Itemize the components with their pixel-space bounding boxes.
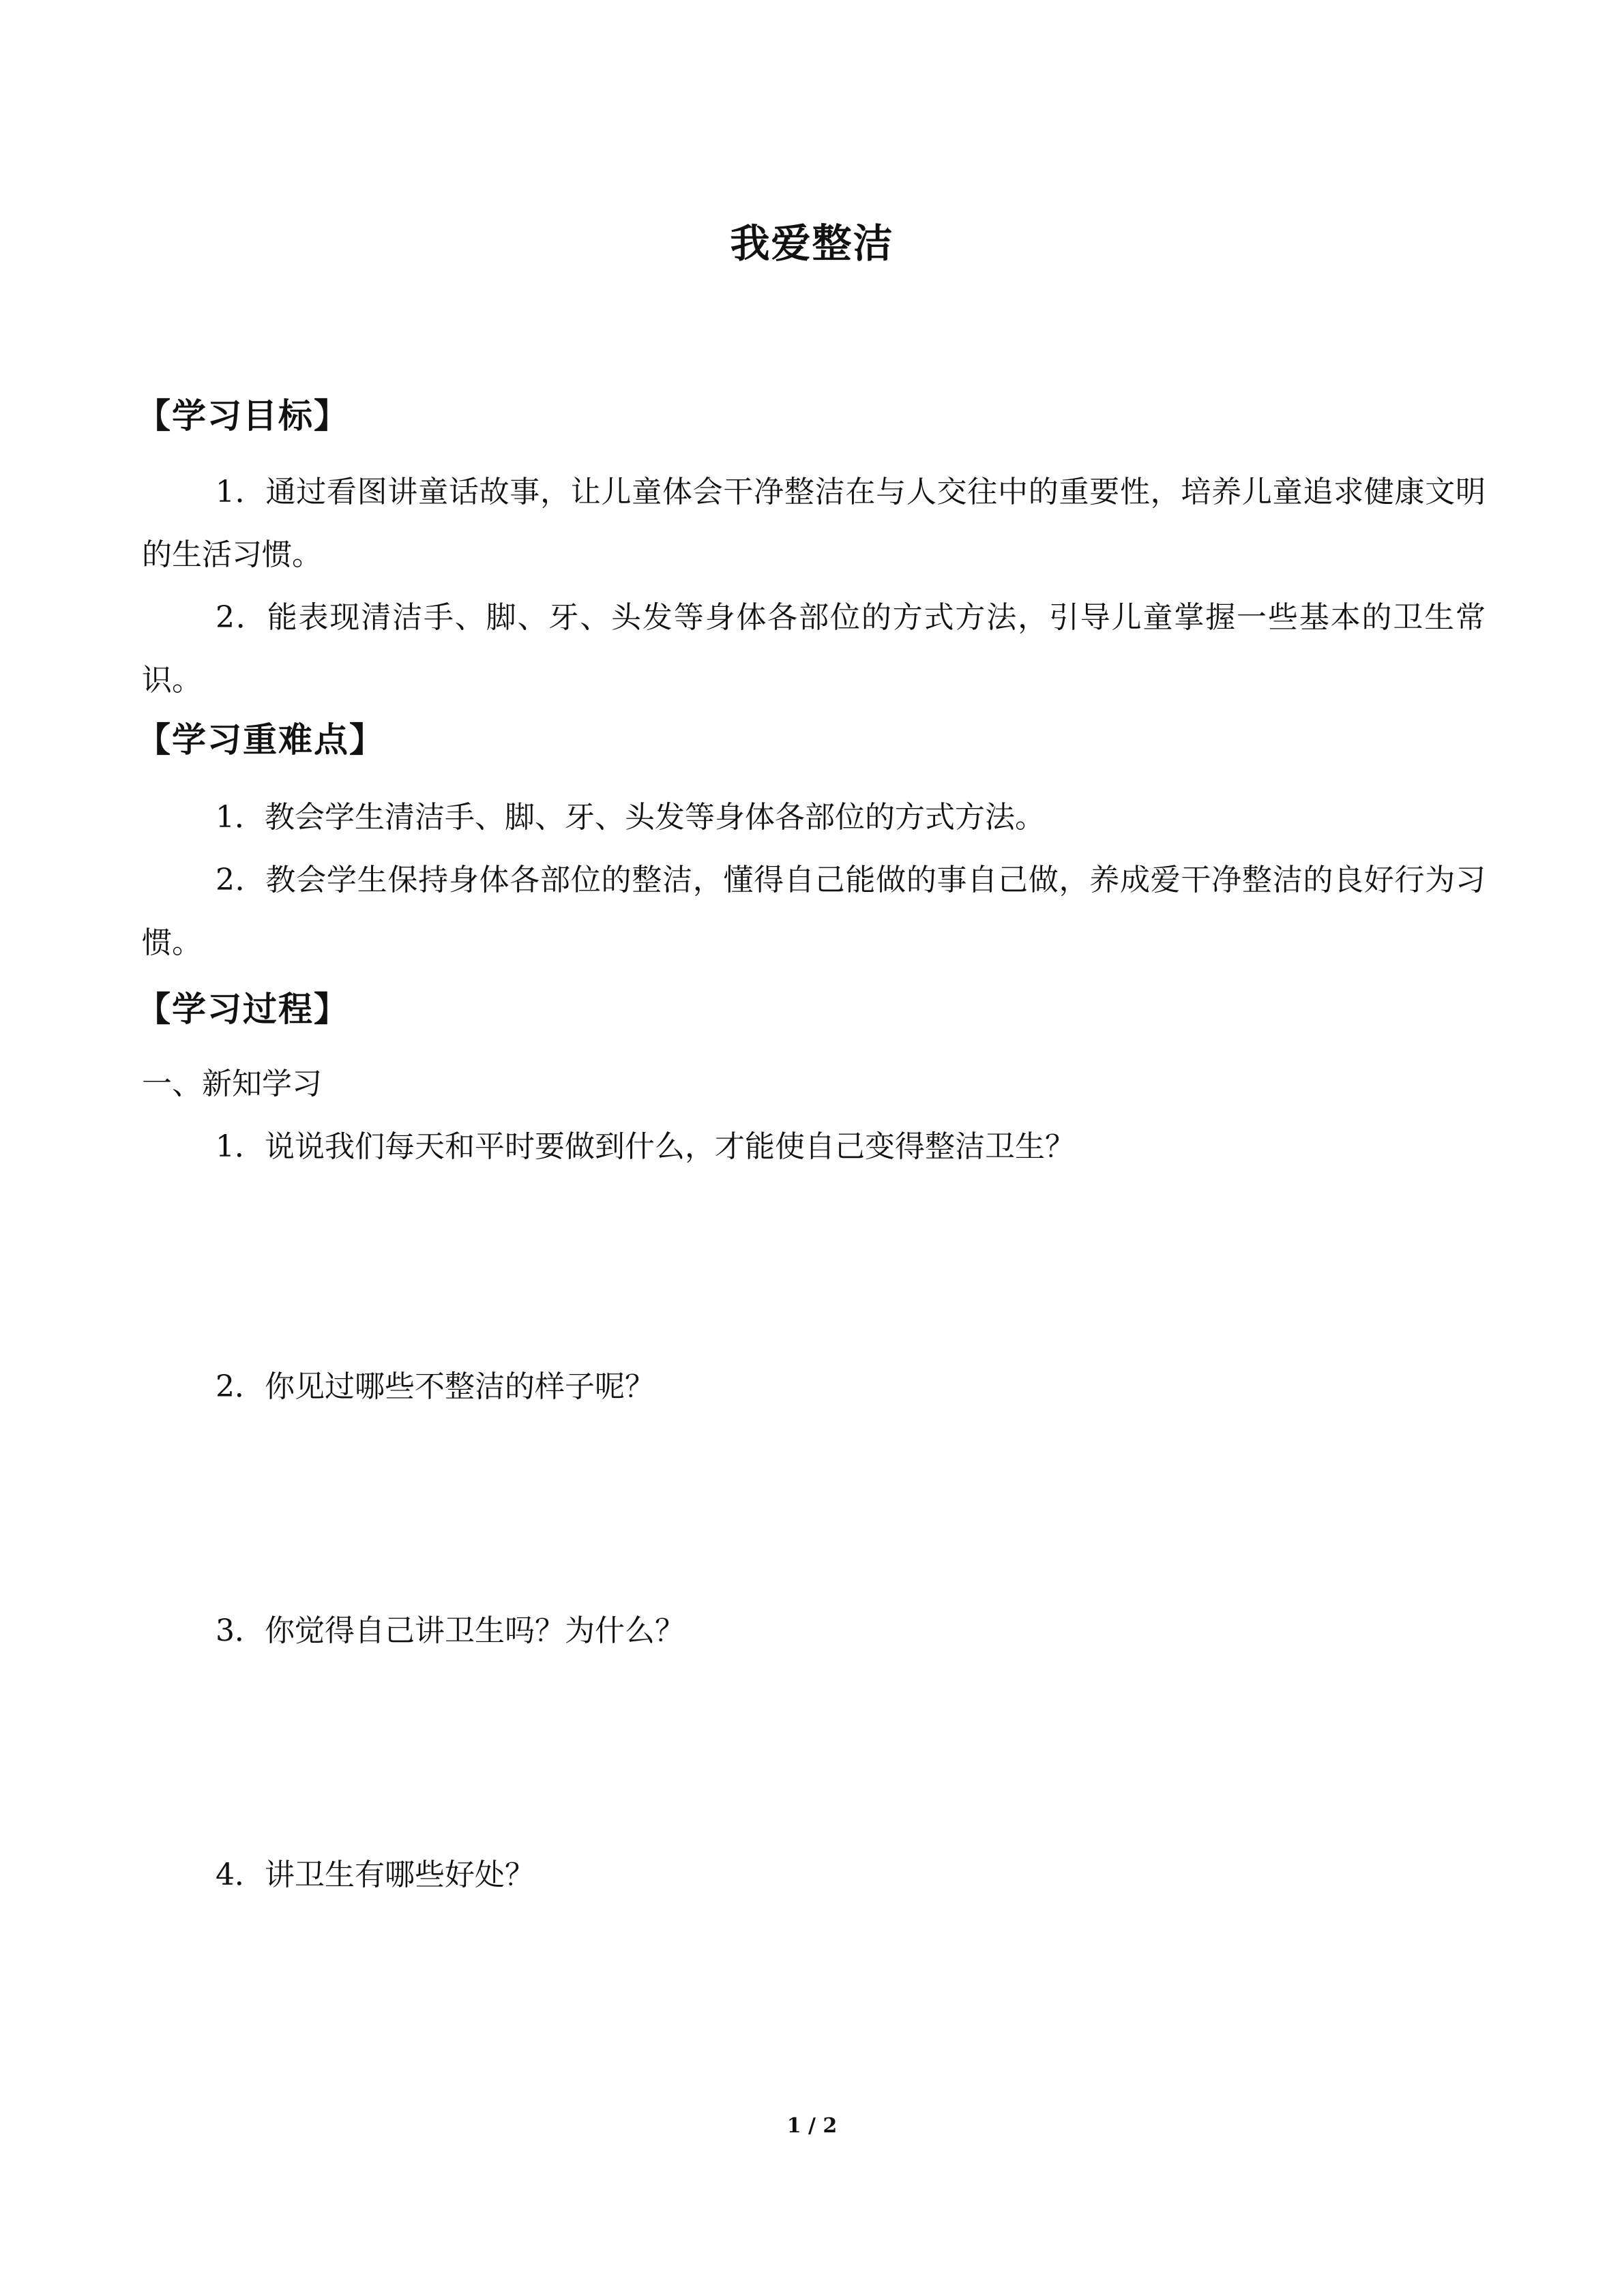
page-title: 我爱整洁 <box>730 220 894 267</box>
question-4: 4．讲卫生有哪些好处？ <box>216 1858 535 1892</box>
key-point-item-1: 1．教会学生清洁手、脚、牙、头发等身体各部位的方式方法。 <box>216 800 1045 835</box>
objective-item-1: 1．通过看图讲童话故事，让儿童体会干净整洁在与人交往中的重要性，培养儿童追求健康文明的生活习惯。 <box>142 475 1486 572</box>
key-point-item-2: 2．教会学生保持身体各部位的整洁，懂得自己能做的事自己做，养成爱干净整洁的良好行为习惯。 <box>142 863 1486 960</box>
process-heading: 【学习过程】 <box>136 989 349 1029</box>
question-1: 1．说说我们每天和平时要做到什么，才能使自己变得整洁卫生？ <box>216 1129 1075 1164</box>
objectives-heading: 【学习目标】 <box>136 396 349 436</box>
question-2: 2．你见过哪些不整洁的样子呢？ <box>216 1369 655 1404</box>
process-subheading: 一、新知学习 <box>142 1067 322 1101</box>
page-number: 1 / 2 <box>786 2114 838 2138</box>
key-points-heading: 【学习重难点】 <box>136 720 385 760</box>
objective-item-2: 2．能表现清洁手、脚、牙、头发等身体各部位的方式方法，引导儿童掌握一些基本的卫生常识。 <box>142 600 1486 698</box>
question-3: 3．你觉得自己讲卫生吗？为什么？ <box>216 1613 685 1648</box>
